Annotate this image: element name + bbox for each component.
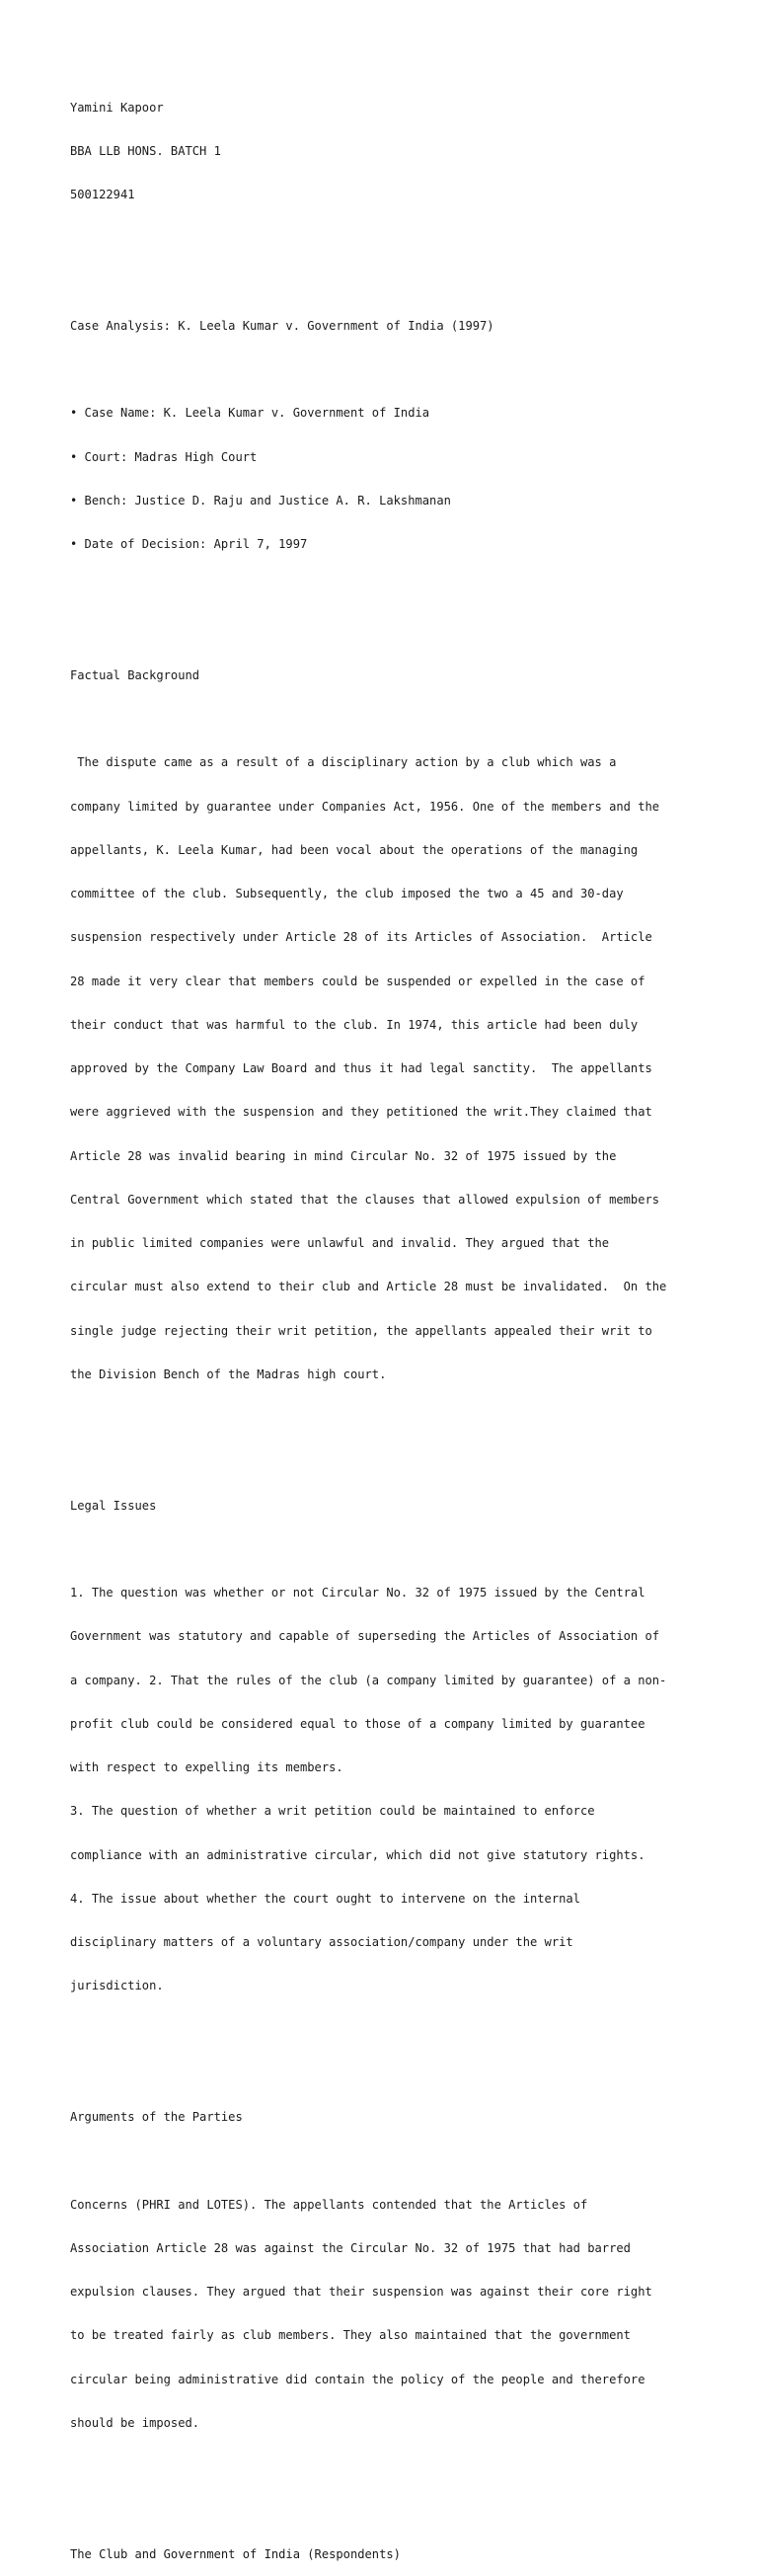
factual-line: single judge rejecting their writ petition, the appellants appealed their writ to [70,1323,652,1338]
issues-line: 1. The question was whether or not Circular No. 32 of 1975 issued by the Central [70,1586,645,1600]
issues-line: Government was statutory and capable of superseding the Articles of Association of [70,1629,660,1644]
factual-line: suspension respectively under Article 28 of its Articles of Association. Article [70,930,652,945]
factual-line: 28 made it very clear that members could be suspended or expelled in the case of [70,974,645,988]
arguments-line: Concerns (PHRI and LOTES). The appellants contended that the Articles of [70,2197,588,2212]
issues-heading: Legal Issues [70,1498,157,1513]
factual-line: appellants, K. Leela Kumar, had been vocal about the operations of the managing [70,842,639,857]
issues-line: 3. The question of whether a writ petition could be maintained to enforce [70,1804,595,1819]
factual-line: company limited by guarantee under Companies Act, 1956. One of the members and the [70,799,660,814]
factual-line: the Division Bench of the Madras high court. [70,1366,387,1381]
detail-date: • Date of Decision: April 7, 1997 [70,537,308,551]
factual-line: Article 28 was invalid bearing in mind Circular No. 32 of 1975 issued by the [70,1148,617,1163]
issues-line: jurisdiction. [70,1979,164,1993]
document-page [70,71,702,2576]
document-title: Case Analysis: K. Leela Kumar v. Government of India (1997) [70,318,494,333]
factual-line: their conduct that was harmful to the club. In 1974, this article had been duly [70,1017,639,1032]
issues-line: with respect to expelling its members. [70,1760,343,1774]
author-name: Yamini Kapoor [70,100,164,115]
issues-line: disciplinary matters of a voluntary association/company under the writ [70,1935,573,1949]
factual-heading: Factual Background [70,667,200,682]
factual-line: approved by the Company Law Board and thus it had legal sanctity. The appellants [70,1061,652,1075]
arguments-line: should be imposed. [70,2415,200,2430]
issues-line: a company. 2. That the rules of the club (a company limited by guarantee) of a non- [70,1673,667,1687]
factual-line: circular must also extend to their club and Article 28 must be invalidated. On the [70,1280,667,1294]
factual-line: in public limited companies were unlawful and invalid. They argued that the [70,1236,610,1250]
detail-case-name: • Case Name: K. Leela Kumar v. Government of India [70,406,430,421]
arguments-heading: Arguments of the Parties [70,2110,243,2124]
arguments-line: expulsion clauses. They argued that their suspension was against their core right [70,2285,652,2299]
arguments-line: to be treated fairly as club members. They also maintained that the government [70,2328,631,2343]
author-program: BBA LLB HONS. BATCH 1 [70,143,221,158]
author-roll-number: 500122941 [70,188,135,201]
factual-line: The dispute came as a result of a disciplinary action by a club which was a [70,755,617,770]
detail-bench: • Bench: Justice D. Raju and Justice A. R. Lakshmanan [70,493,451,507]
issues-line: profit club could be considered equal to those of a company limited by guarantee [70,1716,645,1731]
arguments-line: Association Article 28 was against the Circular No. 32 of 1975 that had barred [70,2240,631,2255]
factual-line: Central Government which stated that the clauses that allowed expulsion of members [70,1192,660,1207]
issues-line: compliance with an administrative circular, which did not give statutory rights. [70,1847,645,1862]
arguments-line: circular being administrative did contain the policy of the people and therefore [70,2372,645,2386]
factual-line: were aggrieved with the suspension and they petitioned the writ.They claimed that [70,1105,652,1120]
issues-line: 4. The issue about whether the court ought to intervene on the internal [70,1891,580,1906]
detail-court: • Court: Madras High Court [70,449,258,464]
factual-line: committee of the club. Subsequently, the club imposed the two a 45 and 30-day [70,887,624,900]
respondents-heading: The Club and Government of India (Respondents) [70,2546,401,2561]
